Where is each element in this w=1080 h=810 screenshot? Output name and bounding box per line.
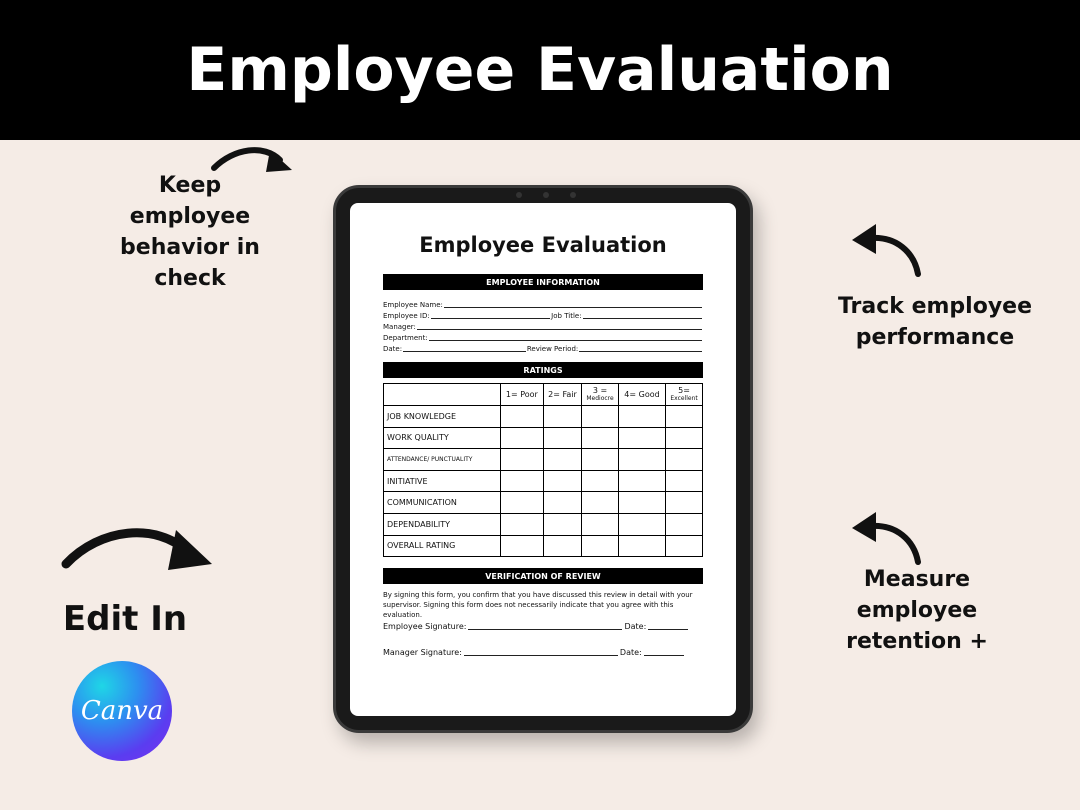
canva-logo-text: Canva xyxy=(80,696,164,726)
rating-cell[interactable] xyxy=(501,406,544,428)
category-label: ATTENDANCE/ PUNCTUALITY xyxy=(384,449,501,471)
verification-text: By signing this form, you confirm that you have discussed this review in detail with your supervisor. Signing this form does not necessarily indicate that you agree with this evaluation. xyxy=(383,591,693,619)
section-header-info: EMPLOYEE INFORMATION xyxy=(383,274,703,290)
section-header-verification: VERIFICATION OF REVIEW xyxy=(383,568,703,584)
rating-cell[interactable] xyxy=(618,427,665,449)
field-department xyxy=(383,331,703,342)
rating-cell[interactable] xyxy=(618,492,665,514)
rating-cell[interactable] xyxy=(618,535,665,557)
category-label: OVERALL RATING xyxy=(384,535,501,557)
header-excellent-num: 5= xyxy=(678,385,690,395)
field-employee-name xyxy=(383,298,703,309)
rating-cell[interactable] xyxy=(543,513,581,535)
date-line[interactable] xyxy=(648,629,688,630)
rating-cell[interactable] xyxy=(582,513,619,535)
header-empty xyxy=(384,384,501,406)
rating-cell[interactable] xyxy=(618,449,665,471)
curved-arrow-icon-left xyxy=(60,508,216,580)
input-line[interactable] xyxy=(403,351,526,352)
field-label: Review Period: xyxy=(526,345,579,353)
date-label: Date: xyxy=(619,648,642,657)
field-date xyxy=(383,342,703,353)
field-label: Employee ID: xyxy=(383,312,430,320)
form-title: Employee Evaluation xyxy=(419,233,667,257)
callout-keep-behavior: Keep employee behavior in check xyxy=(120,173,260,291)
table-row xyxy=(384,535,703,557)
input-line[interactable] xyxy=(417,329,702,330)
header-mediocre xyxy=(582,384,619,406)
date-line[interactable] xyxy=(644,655,684,656)
evaluation-form xyxy=(350,203,736,716)
rating-cell[interactable] xyxy=(501,427,544,449)
manager-signature-row xyxy=(383,646,703,657)
section-header-ratings: RATINGS xyxy=(383,362,703,378)
curved-arrow-icon-top-right xyxy=(846,218,930,280)
rating-cell[interactable] xyxy=(666,470,703,492)
field-label: Manager: xyxy=(383,323,416,331)
header-fair: 2= Fair xyxy=(543,384,581,406)
rating-cell[interactable] xyxy=(543,470,581,492)
field-manager xyxy=(383,320,703,331)
rating-cell[interactable] xyxy=(501,535,544,557)
tablet-device xyxy=(333,185,753,733)
category-label: INITIATIVE xyxy=(384,470,501,492)
rating-cell[interactable] xyxy=(543,449,581,471)
rating-cell[interactable] xyxy=(543,535,581,557)
category-label: COMMUNICATION xyxy=(384,492,501,514)
employee-signature-row xyxy=(383,620,703,631)
rating-cell[interactable] xyxy=(582,535,619,557)
rating-cell[interactable] xyxy=(666,492,703,514)
banner-title: Employee Evaluation xyxy=(186,35,894,105)
category-label: JOB KNOWLEDGE xyxy=(384,406,501,428)
rating-cell[interactable] xyxy=(582,470,619,492)
rating-cell[interactable] xyxy=(501,449,544,471)
table-row xyxy=(384,513,703,535)
field-label: Employee Name: xyxy=(383,301,443,309)
tablet-camera xyxy=(516,192,576,198)
employee-signature-label: Employee Signature: xyxy=(383,622,467,631)
header-mediocre-word: Mediocre xyxy=(586,394,614,402)
field-employee-id xyxy=(383,309,703,320)
input-line[interactable] xyxy=(583,318,702,319)
date-label: Date: xyxy=(624,622,647,631)
rating-cell[interactable] xyxy=(501,513,544,535)
rating-cell[interactable] xyxy=(543,492,581,514)
employee-signature-line[interactable] xyxy=(468,629,622,630)
input-line[interactable] xyxy=(431,318,550,319)
header-poor: 1= Poor xyxy=(501,384,544,406)
category-label: DEPENDABILITY xyxy=(384,513,501,535)
rating-cell[interactable] xyxy=(582,449,619,471)
rating-cell[interactable] xyxy=(582,406,619,428)
title-banner xyxy=(0,0,1080,140)
table-row xyxy=(384,492,703,514)
table-row xyxy=(384,470,703,492)
callout-track-performance: Track employee performance xyxy=(837,294,1033,350)
rating-cell[interactable] xyxy=(666,535,703,557)
canva-logo xyxy=(72,661,172,761)
table-row xyxy=(384,427,703,449)
rating-cell[interactable] xyxy=(582,492,619,514)
rating-cell[interactable] xyxy=(666,449,703,471)
rating-cell[interactable] xyxy=(501,492,544,514)
rating-cell[interactable] xyxy=(666,406,703,428)
ratings-table xyxy=(383,383,703,557)
input-line[interactable] xyxy=(429,340,702,341)
curved-arrow-icon-bottom-right xyxy=(846,506,930,568)
manager-signature-label: Manager Signature: xyxy=(383,648,462,657)
field-label: Job Title: xyxy=(551,312,582,320)
manager-signature-line[interactable] xyxy=(464,655,618,656)
rating-cell[interactable] xyxy=(618,470,665,492)
rating-cell[interactable] xyxy=(666,427,703,449)
header-mediocre-num: 3 = xyxy=(592,385,608,395)
header-excellent-word: Excellent xyxy=(670,394,698,402)
header-good: 4= Good xyxy=(618,384,665,406)
header-excellent xyxy=(666,384,703,406)
field-label: Date: xyxy=(383,345,403,353)
input-line[interactable] xyxy=(444,307,702,308)
rating-cell[interactable] xyxy=(543,427,581,449)
category-label: WORK QUALITY xyxy=(384,427,501,449)
rating-cell[interactable] xyxy=(501,470,544,492)
table-row xyxy=(384,406,703,428)
rating-cell[interactable] xyxy=(543,406,581,428)
ratings-header-row xyxy=(384,384,703,406)
rating-cell[interactable] xyxy=(666,513,703,535)
rating-cell[interactable] xyxy=(618,513,665,535)
input-line[interactable] xyxy=(579,351,702,352)
callout-measure-retention: Measure employee retention + xyxy=(846,567,988,654)
field-label: Department: xyxy=(383,334,428,342)
rating-cell[interactable] xyxy=(618,406,665,428)
rating-cell[interactable] xyxy=(582,427,619,449)
table-row xyxy=(384,449,703,471)
edit-in-label: Edit In xyxy=(62,599,188,639)
